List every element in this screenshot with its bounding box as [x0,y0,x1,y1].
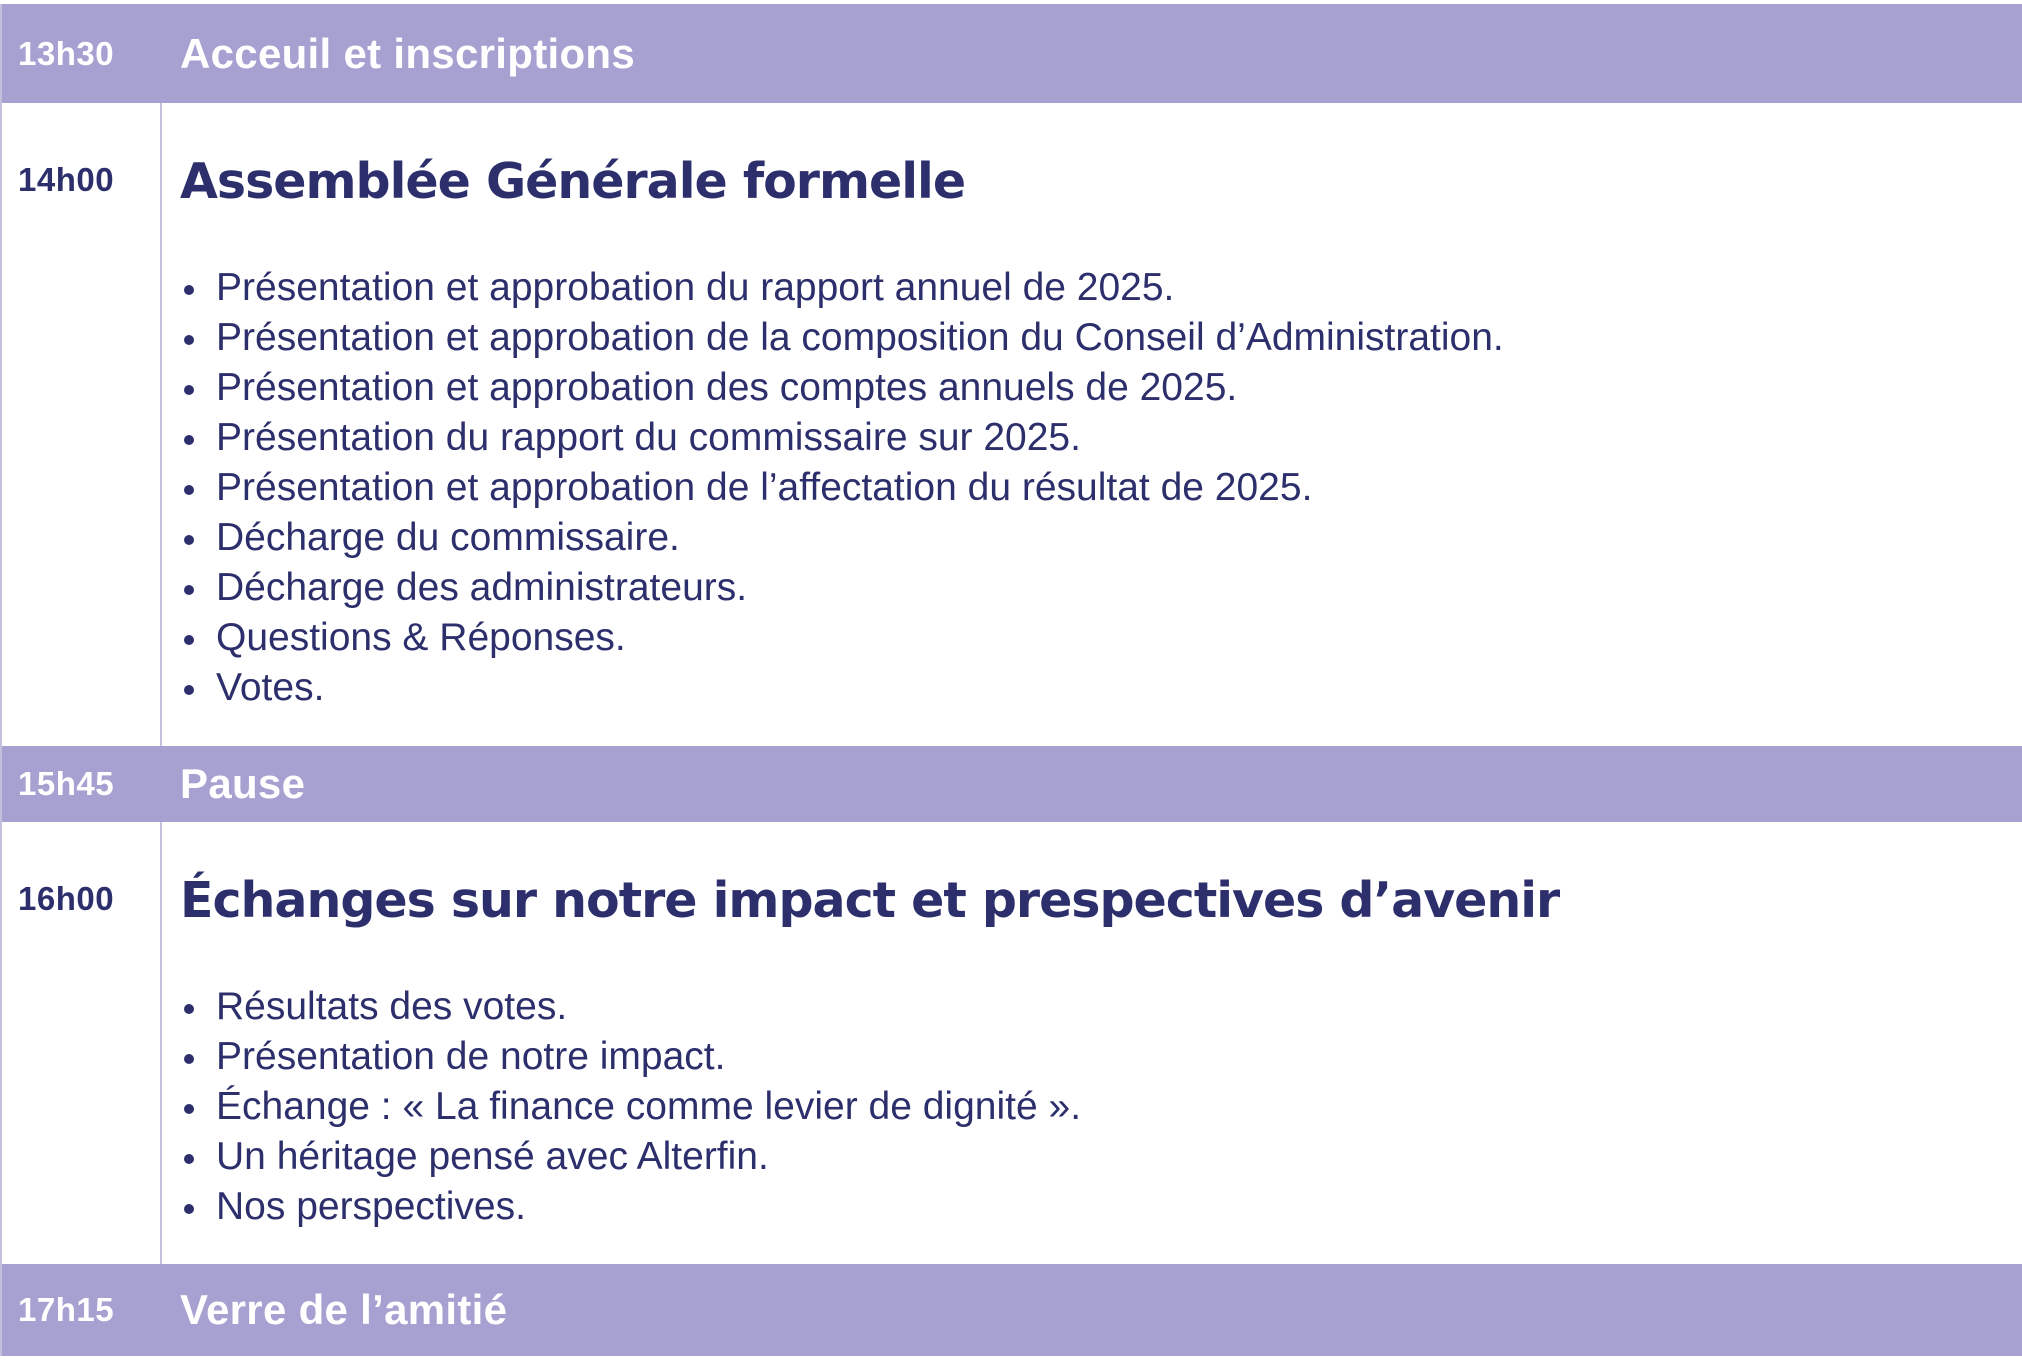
list-item: Présentation et approbation de la composition du Conseil d’Administration. [180,313,2022,363]
time-slot: 14h00 [2,103,162,746]
session-label: Pause [180,760,306,807]
time-slot: 17h15 [18,1291,115,1328]
list-item: Résultats des votes. [180,982,2022,1032]
agenda-row-drinks [2,1264,2022,1356]
list-item: Présentation et approbation des comptes annuels de 2025. [180,363,2022,413]
session-body [162,822,2022,1264]
list-item: Décharge du commissaire. [180,513,2022,563]
agenda-table [0,4,2022,1356]
agenda-row-general-assembly [2,103,2022,746]
list-item: Questions & Réponses. [180,613,2022,663]
list-item: Présentation et approbation de l’affectation du résultat de 2025. [180,463,2022,513]
list-item: Présentation et approbation du rapport annuel de 2025. [180,263,2022,313]
session-label: Verre de l’amitié [180,1286,508,1333]
agenda-row-welcome [2,4,2022,103]
time-slot: 13h30 [18,34,115,72]
agenda-row-break [2,746,2022,822]
session-label: Acceuil et inscriptions [180,29,636,77]
session-body [162,103,2022,746]
session-title: Assemblée Générale formelle [180,153,966,210]
agenda-row-exchanges [2,822,2022,1264]
time-slot: 16h00 [2,822,162,1264]
list-item: Présentation du rapport du commissaire sur 2025. [180,413,2022,463]
session-title: Échanges sur notre impact et prespectives d’avenir [180,872,1560,929]
session-item-list [180,936,2022,1232]
session-item-list [180,217,2022,713]
time-slot: 15h45 [18,765,115,802]
list-item: Un héritage pensé avec Alterfin. [180,1132,2022,1182]
list-item: Présentation de notre impact. [180,1032,2022,1082]
list-item: Votes. [180,663,2022,713]
list-item: Nos perspectives. [180,1182,2022,1232]
list-item: Échange : « La finance comme levier de dignité ». [180,1082,2022,1132]
list-item: Décharge des administrateurs. [180,563,2022,613]
